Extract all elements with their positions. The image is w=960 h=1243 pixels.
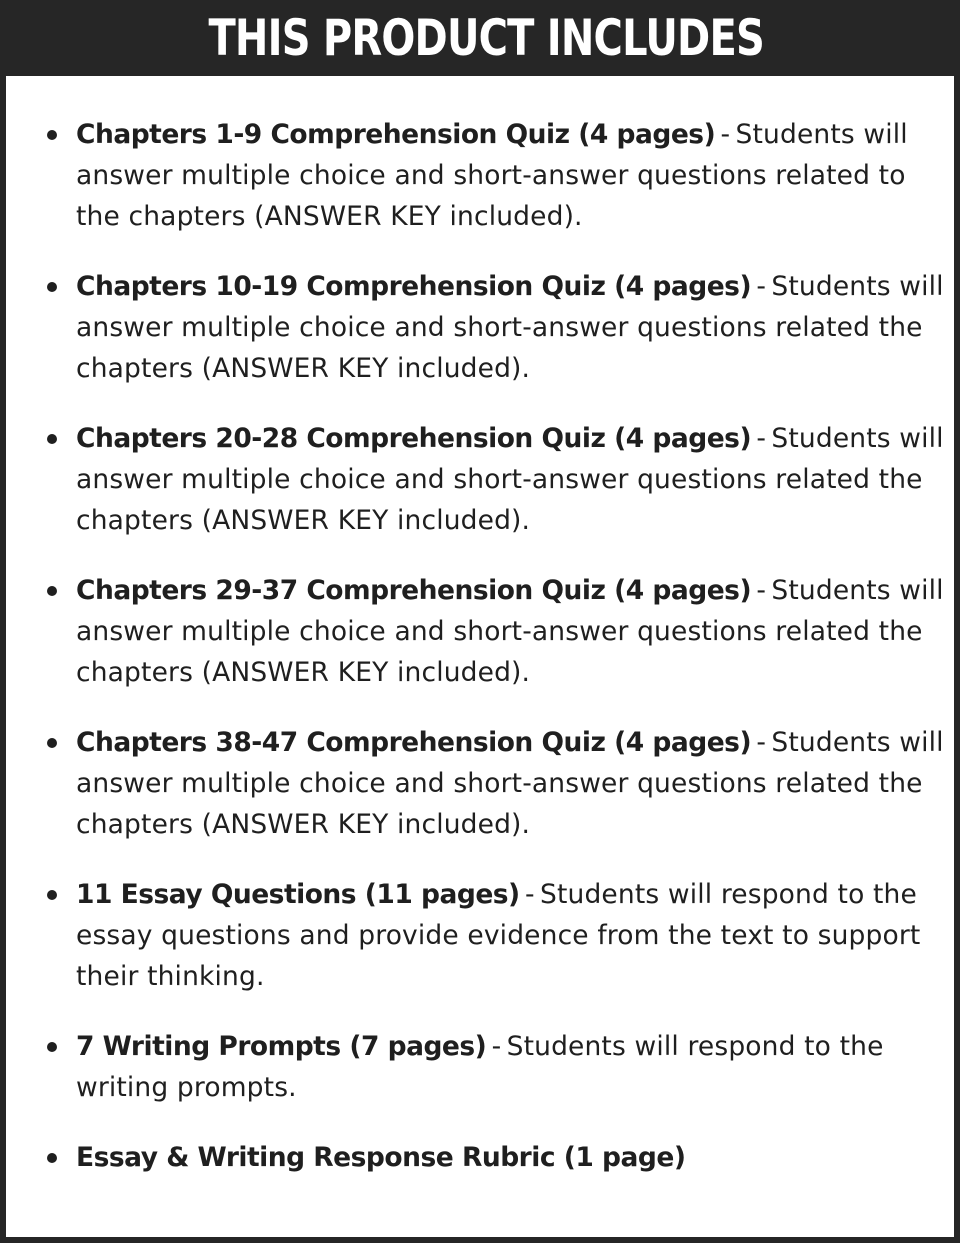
bullet-icon <box>47 1153 57 1163</box>
bullet-icon <box>47 890 57 900</box>
item-title: Essay & Writing Response Rubric (1 page) <box>76 1142 686 1173</box>
item-separator: - <box>756 423 767 454</box>
header-banner <box>6 0 960 76</box>
item-description: Students will answer multiple choice and short-answer questions related the chapters (ANSWER KEY included). <box>76 423 944 536</box>
list-item <box>42 874 948 997</box>
item-title: Chapters 10-19 Comprehension Quiz (4 pages) <box>76 271 752 302</box>
item-description: Students will respond to the essay questions and provide evidence from the text to support their thinking. <box>76 879 921 992</box>
item-separator: - <box>756 575 767 606</box>
list-item <box>42 114 948 237</box>
item-description: Students will answer multiple choice and short-answer questions related the chapters (ANSWER KEY included). <box>76 575 944 688</box>
item-title: 11 Essay Questions (11 pages) <box>76 879 520 910</box>
item-description: Students will respond to the writing prompts. <box>76 1031 884 1103</box>
page-title: THIS PRODUCT INCLUDES <box>208 9 764 67</box>
item-separator: - <box>524 879 535 910</box>
item-separator: - <box>720 119 731 150</box>
bullet-icon <box>47 130 57 140</box>
item-title: Chapters 1-9 Comprehension Quiz (4 pages) <box>76 119 716 150</box>
bullet-icon <box>47 434 57 444</box>
item-description: Students will answer multiple choice and short-answer questions related to the chapters (ANSWER KEY included). <box>76 119 908 232</box>
includes-list <box>42 114 948 1178</box>
item-title: Chapters 29-37 Comprehension Quiz (4 pages) <box>76 575 752 606</box>
item-separator: - <box>756 727 767 758</box>
bullet-icon <box>47 738 57 748</box>
item-description: Students will answer multiple choice and short-answer questions related the chapters (ANSWER KEY included). <box>76 271 944 384</box>
bullet-icon <box>47 1042 57 1052</box>
item-description: Students will answer multiple choice and short-answer questions related the chapters (ANSWER KEY included). <box>76 727 944 840</box>
list-item <box>42 1137 948 1178</box>
item-separator: - <box>491 1031 502 1062</box>
list-item <box>42 570 948 693</box>
bullet-icon <box>47 586 57 596</box>
list-item <box>42 266 948 389</box>
bullet-icon <box>47 282 57 292</box>
list-item <box>42 418 948 541</box>
item-title: Chapters 20-28 Comprehension Quiz (4 pages) <box>76 423 752 454</box>
item-title: Chapters 38-47 Comprehension Quiz (4 pages) <box>76 727 752 758</box>
item-title: 7 Writing Prompts (7 pages) <box>76 1031 487 1062</box>
item-separator: - <box>756 271 767 302</box>
list-item <box>42 722 948 845</box>
list-item <box>42 1026 948 1108</box>
